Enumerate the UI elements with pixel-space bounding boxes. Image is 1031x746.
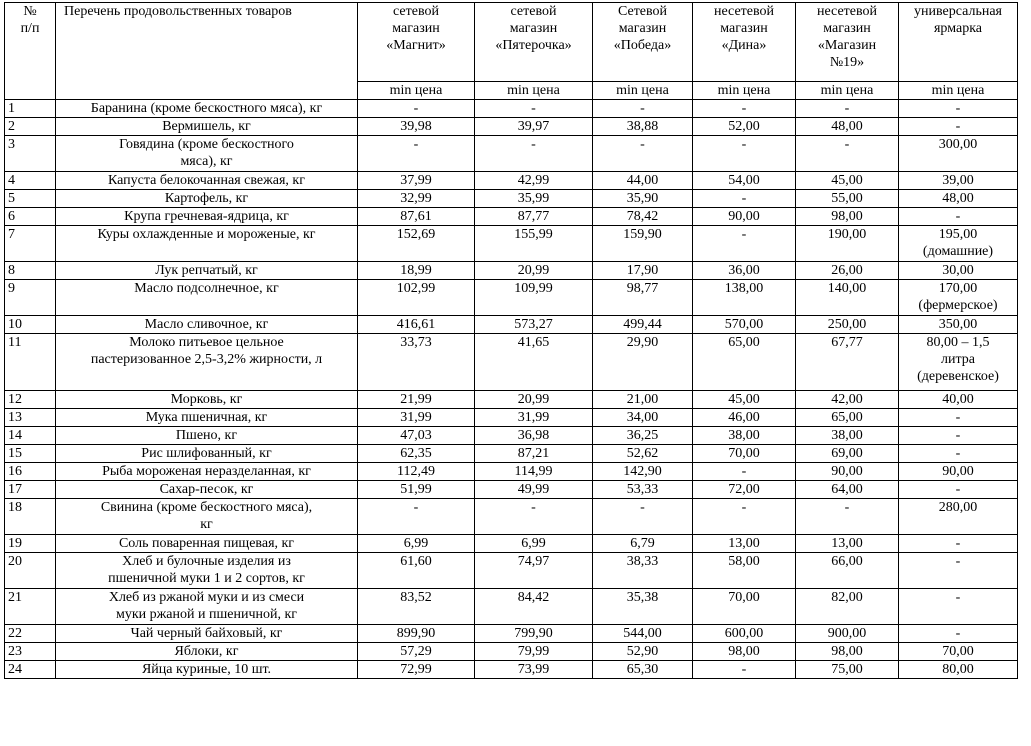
- table-row: [5, 661, 1018, 679]
- price-cell: 87,21: [475, 445, 593, 463]
- price-cell: 48,00: [796, 118, 899, 136]
- price-cell: 72,00: [693, 481, 796, 499]
- row-number: 2: [5, 118, 56, 136]
- product-name: Рыба мороженая неразделанная, кг: [56, 463, 358, 481]
- price-cell: -: [693, 136, 796, 172]
- price-cell: 65,30: [593, 661, 693, 679]
- price-cell: 190,00: [796, 226, 899, 262]
- price-cell: 20,99: [475, 391, 593, 409]
- price-cell: 40,00: [899, 391, 1018, 409]
- price-cell: 65,00: [693, 334, 796, 391]
- table-row: [5, 625, 1018, 643]
- price-cell: -: [899, 589, 1018, 625]
- product-name: Говядина (кроме бескостного мяса), кг: [56, 136, 358, 172]
- price-cell: 142,90: [593, 463, 693, 481]
- product-name: Соль поваренная пищевая, кг: [56, 535, 358, 553]
- price-cell: 47,03: [358, 427, 475, 445]
- price-cell: 600,00: [693, 625, 796, 643]
- price-cell: 53,33: [593, 481, 693, 499]
- price-cell: 90,00: [899, 463, 1018, 481]
- price-cell: 138,00: [693, 280, 796, 316]
- price-cell: 69,00: [796, 445, 899, 463]
- price-cell: 570,00: [693, 316, 796, 334]
- price-cell: 499,44: [593, 316, 693, 334]
- price-cell: 544,00: [593, 625, 693, 643]
- price-cell: 900,00: [796, 625, 899, 643]
- price-cell: -: [475, 136, 593, 172]
- price-cell: 573,27: [475, 316, 593, 334]
- table-row: [5, 409, 1018, 427]
- price-cell: 6,79: [593, 535, 693, 553]
- header-goods: Перечень продовольственных товаров: [56, 3, 358, 100]
- price-cell: 109,99: [475, 280, 593, 316]
- table-row: [5, 643, 1018, 661]
- product-name: Мука пшеничная, кг: [56, 409, 358, 427]
- price-cell: 18,99: [358, 262, 475, 280]
- price-cell: 82,00: [796, 589, 899, 625]
- price-cell: 39,00: [899, 172, 1018, 190]
- product-name: Капуста белокочанная свежая, кг: [56, 172, 358, 190]
- price-cell: 195,00 (домашние): [899, 226, 1018, 262]
- price-cell: 72,99: [358, 661, 475, 679]
- price-cell: -: [796, 136, 899, 172]
- subheader-min-price: min цена: [899, 82, 1018, 100]
- product-name: Вермишель, кг: [56, 118, 358, 136]
- price-cell: 98,00: [796, 208, 899, 226]
- header-fair: универсальная ярмарка: [899, 3, 1018, 82]
- product-name: Лук репчатый, кг: [56, 262, 358, 280]
- price-cell: 46,00: [693, 409, 796, 427]
- product-name: Сахар-песок, кг: [56, 481, 358, 499]
- product-name: Молоко питьевое цельное пастеризованное 2,5-3,2% жирности, л: [56, 334, 358, 391]
- price-cell: 87,61: [358, 208, 475, 226]
- price-cell: -: [693, 100, 796, 118]
- price-cell: -: [899, 118, 1018, 136]
- header-store-magnit: сетевой магазин «Магнит»: [358, 3, 475, 82]
- price-cell: 87,77: [475, 208, 593, 226]
- product-name: Масло подсолнечное, кг: [56, 280, 358, 316]
- product-name: Масло сливочное, кг: [56, 316, 358, 334]
- table-row: [5, 391, 1018, 409]
- price-cell: 90,00: [796, 463, 899, 481]
- row-number: 6: [5, 208, 56, 226]
- price-cell: -: [899, 535, 1018, 553]
- price-cell: 75,00: [796, 661, 899, 679]
- price-cell: -: [475, 100, 593, 118]
- price-cell: 66,00: [796, 553, 899, 589]
- product-name: Свинина (кроме бескостного мяса), кг: [56, 499, 358, 535]
- table-row: [5, 334, 1018, 391]
- header-num: № п/п: [5, 3, 56, 100]
- price-cell: 45,00: [693, 391, 796, 409]
- price-cell: 35,99: [475, 190, 593, 208]
- row-number: 13: [5, 409, 56, 427]
- price-cell: 44,00: [593, 172, 693, 190]
- product-name: Яблоки, кг: [56, 643, 358, 661]
- header-store-19: несетевой магазин «Магазин №19»: [796, 3, 899, 82]
- price-cell: 21,00: [593, 391, 693, 409]
- price-cell: -: [899, 208, 1018, 226]
- price-cell: 90,00: [693, 208, 796, 226]
- row-number: 22: [5, 625, 56, 643]
- price-cell: -: [358, 100, 475, 118]
- header-store-pobeda: Сетевой магазин «Победа»: [593, 3, 693, 82]
- price-cell: 42,99: [475, 172, 593, 190]
- price-cell: 42,00: [796, 391, 899, 409]
- row-number: 19: [5, 535, 56, 553]
- price-cell: 350,00: [899, 316, 1018, 334]
- row-number: 14: [5, 427, 56, 445]
- price-cell: 78,42: [593, 208, 693, 226]
- product-name: Куры охлажденные и мороженые, кг: [56, 226, 358, 262]
- product-name: Крупа гречневая-ядрица, кг: [56, 208, 358, 226]
- price-cell: 899,90: [358, 625, 475, 643]
- price-cell: 30,00: [899, 262, 1018, 280]
- row-number: 7: [5, 226, 56, 262]
- price-cell: 34,00: [593, 409, 693, 427]
- price-cell: 416,61: [358, 316, 475, 334]
- price-cell: 98,77: [593, 280, 693, 316]
- price-cell: 36,25: [593, 427, 693, 445]
- table-row: [5, 445, 1018, 463]
- table-row: [5, 118, 1018, 136]
- price-cell: 70,00: [693, 589, 796, 625]
- row-number: 17: [5, 481, 56, 499]
- price-cell: 33,73: [358, 334, 475, 391]
- row-number: 10: [5, 316, 56, 334]
- table-row: [5, 262, 1018, 280]
- row-number: 20: [5, 553, 56, 589]
- table-body: [5, 100, 1018, 679]
- table-row: [5, 208, 1018, 226]
- price-cell: 41,65: [475, 334, 593, 391]
- price-cell: 38,00: [693, 427, 796, 445]
- price-cell: 6,99: [475, 535, 593, 553]
- price-cell: -: [899, 481, 1018, 499]
- price-cell: 65,00: [796, 409, 899, 427]
- row-number: 16: [5, 463, 56, 481]
- price-cell: 170,00 (фермерское): [899, 280, 1018, 316]
- price-cell: 39,98: [358, 118, 475, 136]
- subheader-min-price: min цена: [593, 82, 693, 100]
- price-cell: 35,90: [593, 190, 693, 208]
- product-name: Морковь, кг: [56, 391, 358, 409]
- row-number: 12: [5, 391, 56, 409]
- row-number: 8: [5, 262, 56, 280]
- product-name: Картофель, кг: [56, 190, 358, 208]
- price-cell: 64,00: [796, 481, 899, 499]
- subheader-min-price: min цена: [796, 82, 899, 100]
- price-cell: 35,38: [593, 589, 693, 625]
- product-name: Яйца куриные, 10 шт.: [56, 661, 358, 679]
- price-cell: 48,00: [899, 190, 1018, 208]
- row-number: 1: [5, 100, 56, 118]
- product-name: Чай черный байховый, кг: [56, 625, 358, 643]
- subheader-min-price: min цена: [475, 82, 593, 100]
- price-cell: 21,99: [358, 391, 475, 409]
- price-cell: 52,90: [593, 643, 693, 661]
- table-row: [5, 316, 1018, 334]
- table-row: [5, 172, 1018, 190]
- price-cell: 52,00: [693, 118, 796, 136]
- price-cell: 300,00: [899, 136, 1018, 172]
- table-row: [5, 100, 1018, 118]
- row-number: 3: [5, 136, 56, 172]
- price-cell: 61,60: [358, 553, 475, 589]
- row-number: 5: [5, 190, 56, 208]
- price-cell: 57,29: [358, 643, 475, 661]
- price-cell: -: [358, 136, 475, 172]
- price-cell: 38,33: [593, 553, 693, 589]
- price-cell: 114,99: [475, 463, 593, 481]
- price-cell: 31,99: [358, 409, 475, 427]
- price-cell: 20,99: [475, 262, 593, 280]
- price-cell: 280,00: [899, 499, 1018, 535]
- price-cell: -: [693, 661, 796, 679]
- row-number: 15: [5, 445, 56, 463]
- price-cell: -: [899, 625, 1018, 643]
- price-cell: 49,99: [475, 481, 593, 499]
- price-cell: 155,99: [475, 226, 593, 262]
- table-row: [5, 553, 1018, 589]
- price-cell: 98,00: [796, 643, 899, 661]
- table-row: [5, 190, 1018, 208]
- table-row: [5, 535, 1018, 553]
- table-row: [5, 280, 1018, 316]
- price-cell: 98,00: [693, 643, 796, 661]
- subheader-min-price: min цена: [358, 82, 475, 100]
- price-cell: 140,00: [796, 280, 899, 316]
- price-cell: 13,00: [796, 535, 899, 553]
- price-cell: 26,00: [796, 262, 899, 280]
- price-cell: 13,00: [693, 535, 796, 553]
- table-row: [5, 589, 1018, 625]
- product-name: Баранина (кроме бескостного мяса), кг: [56, 100, 358, 118]
- price-cell: 55,00: [796, 190, 899, 208]
- price-cell: -: [899, 427, 1018, 445]
- price-cell: 83,52: [358, 589, 475, 625]
- subheader-min-price: min цена: [693, 82, 796, 100]
- price-cell: -: [796, 499, 899, 535]
- price-cell: 250,00: [796, 316, 899, 334]
- row-number: 21: [5, 589, 56, 625]
- price-cell: 36,98: [475, 427, 593, 445]
- table-row: [5, 427, 1018, 445]
- price-cell: -: [593, 100, 693, 118]
- price-cell: 80,00: [899, 661, 1018, 679]
- price-cell: -: [899, 100, 1018, 118]
- price-cell: 37,99: [358, 172, 475, 190]
- price-cell: 52,62: [593, 445, 693, 463]
- row-number: 23: [5, 643, 56, 661]
- price-cell: 58,00: [693, 553, 796, 589]
- table-row: [5, 463, 1018, 481]
- price-cell: -: [796, 100, 899, 118]
- product-name: Рис шлифованный, кг: [56, 445, 358, 463]
- table-row: [5, 226, 1018, 262]
- table-row: [5, 481, 1018, 499]
- price-cell: 70,00: [693, 445, 796, 463]
- price-cell: 29,90: [593, 334, 693, 391]
- product-name: Пшено, кг: [56, 427, 358, 445]
- price-cell: -: [693, 226, 796, 262]
- price-cell: 31,99: [475, 409, 593, 427]
- header-store-dina: несетевой магазин «Дина»: [693, 3, 796, 82]
- price-cell: 799,90: [475, 625, 593, 643]
- price-cell: 54,00: [693, 172, 796, 190]
- price-table: [4, 2, 1018, 679]
- price-cell: 38,88: [593, 118, 693, 136]
- price-cell: 51,99: [358, 481, 475, 499]
- price-cell: -: [899, 445, 1018, 463]
- table-row: [5, 499, 1018, 535]
- price-cell: 102,99: [358, 280, 475, 316]
- price-cell: -: [358, 499, 475, 535]
- price-cell: -: [693, 463, 796, 481]
- price-cell: 112,49: [358, 463, 475, 481]
- price-cell: -: [593, 499, 693, 535]
- price-cell: 32,99: [358, 190, 475, 208]
- header-row: [5, 3, 1018, 82]
- price-cell: 36,00: [693, 262, 796, 280]
- row-number: 11: [5, 334, 56, 391]
- price-cell: 67,77: [796, 334, 899, 391]
- price-cell: 80,00 – 1,5 литра (деревенское): [899, 334, 1018, 391]
- price-cell: 79,99: [475, 643, 593, 661]
- price-cell: -: [899, 409, 1018, 427]
- product-name: Хлеб из ржаной муки и из смеси муки ржаной и пшеничной, кг: [56, 589, 358, 625]
- row-number: 4: [5, 172, 56, 190]
- price-cell: -: [693, 499, 796, 535]
- price-cell: 62,35: [358, 445, 475, 463]
- header-store-pyaterochka: сетевой магазин «Пятерочка»: [475, 3, 593, 82]
- price-cell: -: [899, 553, 1018, 589]
- price-cell: 84,42: [475, 589, 593, 625]
- price-cell: 70,00: [899, 643, 1018, 661]
- price-cell: 39,97: [475, 118, 593, 136]
- product-name: Хлеб и булочные изделия из пшеничной муки 1 и 2 сортов, кг: [56, 553, 358, 589]
- price-cell: 152,69: [358, 226, 475, 262]
- price-cell: 159,90: [593, 226, 693, 262]
- table-row: [5, 136, 1018, 172]
- price-cell: 73,99: [475, 661, 593, 679]
- price-cell: 74,97: [475, 553, 593, 589]
- price-cell: 6,99: [358, 535, 475, 553]
- price-cell: 38,00: [796, 427, 899, 445]
- row-number: 18: [5, 499, 56, 535]
- row-number: 9: [5, 280, 56, 316]
- price-cell: -: [593, 136, 693, 172]
- price-cell: -: [693, 190, 796, 208]
- price-cell: 45,00: [796, 172, 899, 190]
- price-cell: -: [475, 499, 593, 535]
- price-cell: 17,90: [593, 262, 693, 280]
- row-number: 24: [5, 661, 56, 679]
